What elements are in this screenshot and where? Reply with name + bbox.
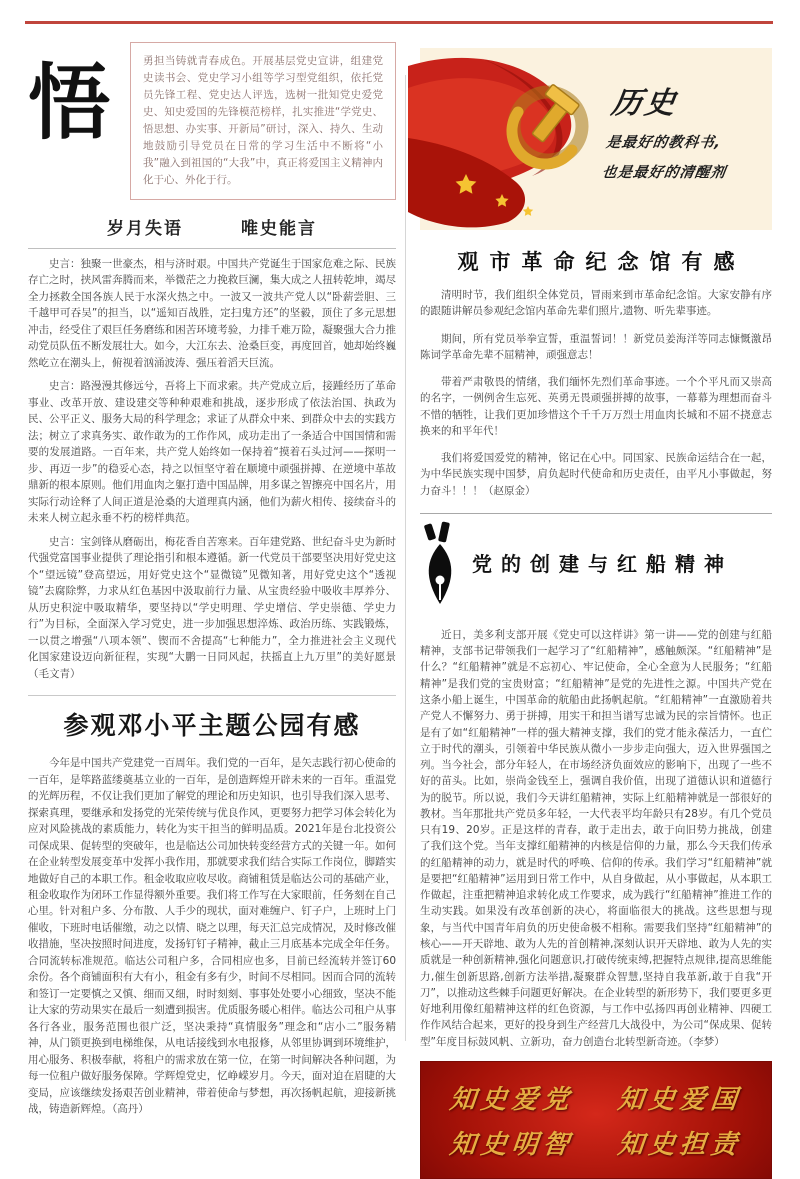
headline-pair (28, 214, 396, 249)
banner-word: 知史明智 (448, 1129, 576, 1160)
headline-pair-right: 唯史能言 (241, 219, 317, 239)
headline-pair-left: 岁月失语 (107, 219, 183, 239)
hero-title: 历史 (609, 86, 681, 121)
left-article2-title: 参观邓小平主题公园有感 (63, 711, 361, 741)
top-red-rule (25, 21, 773, 24)
masthead-character: 悟 (28, 55, 111, 151)
intro-box: 勇担当铸就青春成色。开展基层党史宣讲，组建党史读书会、党史学习小组等学习型党组织，依托党员先锋工程、党史达人评选，选树一批知党史爱党史、知史爱国的先锋模范榜样，扎实推进“学党史、悟思想、办实事、开新局”研讨，深入、持久、生动地鼓励引导党员在日常的学习生活中不断将“小我”融入到祖国的“大我”中，真正将爱国主义精神内化于心、外化于行。 (130, 42, 396, 200)
right-article2-title: 党的创建与红船精神 (472, 551, 733, 576)
left-article1-paragraph: 史言：宝剑锋从磨砺出，梅花香自苦寒来。百年建党路、世纪奋斗史为新时代强党富国事业提供了理论指引和根本遵循。新一代党员干部要坚决用好党史这个“望远镜”登高望远，用好党史这个“显微镜”见微知著，用好党史这个“透视镜”去腐除弊，力求从红色基因中汲取前行力量、从宝贵经验中吸收丰厚养分、从历史积淀中吸取精华，要坚持以“学史明理、学史增信、学史崇德、学史力行”为目标，全面深入学习党史，进一步加强思想淬炼、政治历练、实践锻炼，一以贯之增强“八项本领”、锲而不舍提高“七种能力”，全力推进社会主义现代化国家建设迈向新征程，实现“大鹏一日同风起，扶摇直上九万里”的美好愿景（毛文青） (28, 535, 396, 680)
section-rule (28, 695, 396, 696)
right-article1-paragraph: 我们将爱国爱党的精神，铭记在心中。同国家、民族命运结合在一起，为中华民族实现中国梦，肩负起时代使命和历史责任，由平凡小事做起，努力奋斗！！！（赵原金） (420, 452, 772, 497)
column-divider (405, 75, 406, 1041)
right-article1-paragraph: 带着严肃敬畏的情绪，我们缅怀先烈们革命事迹。一个个平凡而又崇高的名字，一例例舍生忘死、英勇无畏顽强拼搏的故事，一幕幕为理想而奋斗不惜的牺牲，让我们更加珍惜这个千千万万烈士用血肉长城和不屈不挠意志换来的和平年代！ (420, 376, 772, 437)
right-article1-title: 观市革命纪念馆有感 (457, 250, 746, 274)
banner-word: 知史担责 (616, 1129, 744, 1160)
hero-image (420, 48, 772, 230)
right-column (420, 48, 772, 1179)
left-article2-text: 今年是中国共产党建党一百周年。我们党的一百年，是矢志践行初心使命的一百年，是筚路蓝缕奠基立业的一百年，是创造辉煌开辟未来的一百年。重温党的光辉历程，不仅让我们更加了解党的理论和历史知识，也引导我们深入思考、探索真理，要继承和发扬党的光荣传统与优良作风，更要努力把学习体会转化为应对风险挑战的素质能力，转化为实干担当的鲜明品质。2021年是台北投资公司保成果、促转型的突破年，也是临达公司加快转变经营方式的关键一年。如何在企业转型发展变革中发挥小我作用，那就要求我们结合实际工作岗位，脚踏实地做好自己的本职工作。租金收取应收尽收。商铺租赁是临达公司的基础产业，租金收取作为闭环工作显得额外重要。我们将工作写在大家眼前，任务刻在自己心里。针对租户多、分布散、人手少的现状，面对难缠户、钉子户，上班时上门催收，下班时电话催缴，动之以情、晓之以理，每天汇总完成情况，及时修改催收措施，坚决按照时间进度，发扬钉钉子精神，截止三月底基本完成全年任务。合同流转标准规范。临达公司租户多，合同相应也多，目前已经流转并签订60余份。各个商铺面积有大有小，租金有多有少，时间不尽相同。因而合同的流转和签订一定要慎之又慎、细而又细，时时刻刻、事事处处要小心细致，坚决不能让大家的劳动果实在最后一刻遭到损害。优质服务暖心相伴。临达公司租户从事各行各业，服务范围也很广泛，坚决秉持“真情服务”理念和“店小二”服务精神，从门锁更换到电梯维保，从电话接线到水电报修，从邻里协调到环境维护，用心服务、积极奉献，将租户的需求放在第一位，在第一时间解决各种问题，为每一位租户做好服务保障。学辉煌党史，忆峥嵘岁月。今天，面对迫在眉睫的大变局，应该继续发扬艰苦创业精神，带着使命与梦想，再次扬帆起航，迎接新挑战，铸造新辉煌。（高丹） (28, 757, 396, 1116)
banner-word: 知史爱国 (616, 1084, 744, 1115)
left-article1-paragraph: 史言：独聚一世豪杰，相与济时艰。中国共产党诞生于国家危难之际、民族存亡之时，挟风雷奔腾而来，举微茫之力挽救巨澜，集大成之人扭转乾坤，竭尽全力拯救全国各族人民于水深火热之中。一波又一波共产党人以“卧薪尝胆、三千越甲可吞吴”的担当，以“遥知百战胜，定扫鬼方还”的坚毅，顶住了多元思想冲击，经受住了艰巨任务磨练和困苦环境考验，力排千难万险，凝聚强大合力推动党员队伍不断发展壮大。如今，大江东去、沧桑巨变，再度回首，她却始终巍然屹立在潮头上，俯视着汹涌波涛、强压着滔天巨流。 (28, 258, 396, 369)
banner-row-1 (450, 1079, 742, 1116)
left-article1-paragraph: 史言：路漫漫其修远兮，吾将上下而求索。共产党成立后，接踵经历了革命事业、改革开放、建设建交等种种艰难和挑战，逐步形成了依法治国、执政为民、公平正义、服务大局的科学理念；求证了从群众中来、到群众中去的实践方法；树立了求真务实、敢作敢为的工作作风，成功走出了一条适合中国国情和需要的发展道路。一百年来，共产党人始终如一保持着“摸着石头过河——探明一步、再迈一步”的稳妥心态，持之以恒坚守着在顺境中顽强拼搏、在逆境中革故鼎新的根本原则。他们用血肉之躯打造中国品牌，用多谋之智擦亮中国名片，用实际行动诠释了人间正道是沧桑的大道理真内涵，他们为薪火相传、接续奋斗的未来人树立起永垂不朽的榜样典范。 (28, 380, 396, 525)
right-article2-text: 近日，美多利支部开展《党史可以这样讲》第一讲——党的创建与红船精神，支部书记带领我们一起学习了“红船精神”，感触颇深。“红船精神”是什么？“红船精神”就是不忘初心、牢记使命，全心全意为人民服务；“红船精神”是我们党的宝贵财富；“红船精神”是党的先进性之源。中国共产党在这条小船上诞生，中国革命的航船由此扬帆起航。“红船精神”一直激励着共产党人不懈努力、勇于拼搏，用实干和担当谱写忠诚为民的宗旨情怀。也正是有了如“红船精神”一样的强大精神支撑，我们的党才能永葆活力，一直伫立于时代的潮头，引领着中华民族从微小一步步走向强大，迈入世界强国之列。当今社会，部分年轻人，在市场经济负面效应的影响下，出现了一些不好的苗头。比如，崇尚金钱至上，强调自我价值，出现了道德认识和道德行为的脱节。所以说，我们今天讲红船精神，实际上红船精神就是一部很好的教材。当年那批共产党员多年轻，一大代表平均年龄只有28岁。有几个党员只有19、20岁。正是这样的青春，敢于走出去，敢于向旧势力挑战，创建了我们这个党。当年支撑红船精神的内核是信仰的力量，那么今天我们传承的红船精神的动力，就是时代的呼唤、信仰的传承。我们学习“红船精神”就是要把“红船精神”运用到日常工作中，从自身做起，从小事做起，从本职工作做起，注重把精神追求转化成工作要求，成为践行“红船精神”推进工作的生动实践。如果没有改革创新的决心，将面临很大的挑战。这些思想与现象，与当代中国青年肩负的历史使命极不相称。需要我们坚持“红船精神”的核心——开天辟地、敢为人先的首创精神,深刻认识开天辟地、敢为人先的实质就是一种创新精神,强化问题意识,打破传统束缚,把握特点规律,提高思维能力,催生创新思路,创新方法举措,凝聚群众智慧,坚持自我革新,敢于自我“开刀”，以推动这些棘手问题更好解决。在企业转型的新形势下，我们要更多更好地利用像红船精神这样的红色资源，与工作中弘扬四再创业精神、四硬工作作风结合起来，更好的投身到生产经营几大战役中，为公司“保成果、促转型”年度目标鼓风帆、立新功，奋力创造台北转型新奇迹。（李梦） (420, 628, 772, 1048)
right-article1-paragraph: 期间，所有党员举拳宣誓，重温誓词！！新党员姜海洋等同志慷慨激昂陈词学革命先辈不屈精神，顽强意志！ (420, 332, 772, 361)
left-article1 (28, 256, 396, 682)
hero-line2: 也是最好的清醒剂 (600, 165, 728, 181)
hero-line1: 是最好的教科书, (605, 135, 723, 151)
left-column (28, 36, 396, 1125)
masthead-row (28, 36, 396, 200)
banner-word: 知史爱党 (448, 1084, 576, 1115)
hero-calligraphy (601, 78, 740, 182)
red-slogan-banner (420, 1061, 772, 1179)
pen-headline-section (420, 513, 772, 616)
right-article1 (420, 287, 772, 499)
right-article1-paragraph: 清明时节，我们组织全体党员，冒雨来到市革命纪念馆。大家安静有序的跟随讲解员参观纪念馆内革命先辈们照片,遗物、听先辈事迹。 (420, 289, 772, 318)
banner-row-2 (450, 1124, 742, 1161)
fountain-pen-icon (420, 522, 460, 608)
